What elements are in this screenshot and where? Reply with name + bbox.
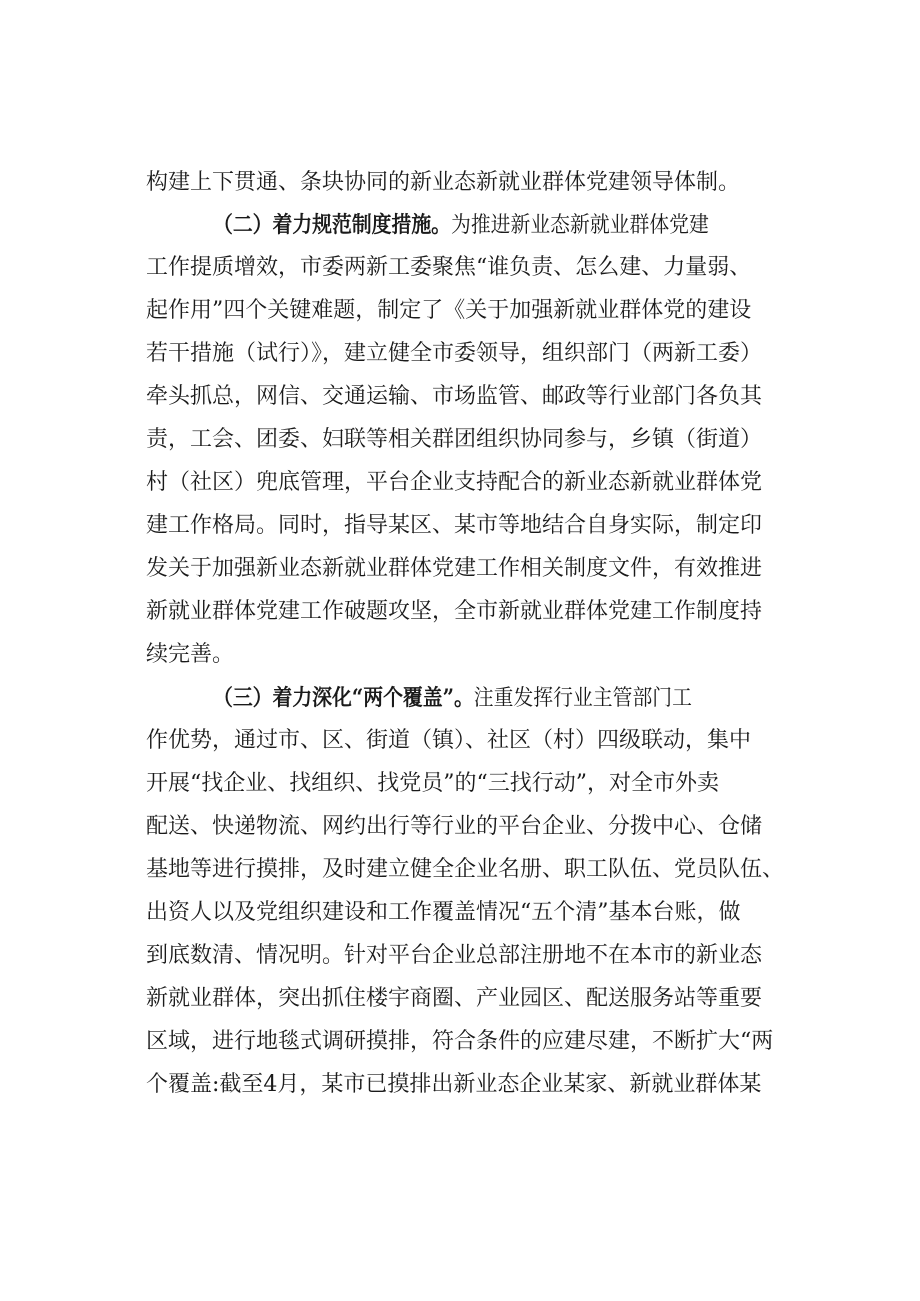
section-heading-line: （二）着力规范制度措施。为推进新业态新就业群体党建: [213, 212, 709, 238]
section-heading: （三）着力深化“两个覆盖”。: [213, 685, 474, 711]
paragraph-line: 续完善。: [146, 642, 235, 667]
paragraph-line: 建工作格局。同时，指导某区、某市等地结合自身实际，制定印: [146, 513, 763, 538]
paragraph-line: 到底数清、情况明。针对平台企业总部注册地不在本市的新业态: [146, 943, 763, 968]
section-heading-line: （三）着力深化“两个覆盖”。注重发挥行业主管部门工: [213, 685, 692, 711]
paragraph-line: 基地等进行摸排，及时建立健全企业名册、职工队伍、党员队伍、: [146, 857, 785, 882]
paragraph-line: 发关于加强新业态新就业群体党建工作相关制度文件，有效推进: [146, 556, 763, 581]
paragraph-line: 区域，进行地毯式调研摸排，符合条件的应建尽建，不断扩大“两: [146, 1029, 774, 1054]
paragraph-line: 起作用”四个关键难题，制定了《关于加强新就业群体党的建设: [146, 298, 752, 323]
paragraph-line: 责，工会、团委、妇联等相关群团组织协同参与，乡镇（街道）: [146, 427, 763, 452]
paragraph-line: 开展“找企业、找组织、找党员”的“三找行动”，对全市外卖: [146, 771, 719, 796]
section-heading: （二）着力规范制度措施。: [213, 212, 452, 238]
paragraph-line: 个覆盖:截至4月，某市已摸排出新业态企业某家、新就业群体某: [146, 1072, 762, 1097]
paragraph-line: 牵头抓总，网信、交通运输、市场监管、邮政等行业部门各负其: [146, 384, 763, 409]
paragraph-line: 出资人以及党组织建设和工作覆盖情况“五个清”基本台账，做: [146, 900, 741, 925]
paragraph-line: 新就业群体，突出抓住楼宇商圈、产业园区、配送服务站等重要: [146, 986, 763, 1011]
paragraph-line: 若干措施（试行）》，建立健全市委领导，组织部门（两新工委）: [146, 341, 763, 366]
paragraph-line: 作优势，通过市、区、街道（镇）、社区（村）四级联动，集中: [146, 728, 752, 753]
paragraph-line: 村（社区）兜底管理，平台企业支持配合的新业态新就业群体党: [146, 470, 763, 495]
paragraph-line: 构建上下贯通、条块协同的新业态新就业群体党建领导体制。: [146, 170, 741, 195]
paragraph-line: 工作提质增效，市委两新工委聚焦“谁负责、怎么建、力量弱、: [146, 255, 752, 280]
paragraph-line: 新就业群体党建工作破题攻坚，全市新就业群体党建工作制度持: [146, 599, 763, 624]
paragraph-line: 配送、快递物流、网约出行等行业的平台企业、分拨中心、仓储: [146, 814, 763, 839]
